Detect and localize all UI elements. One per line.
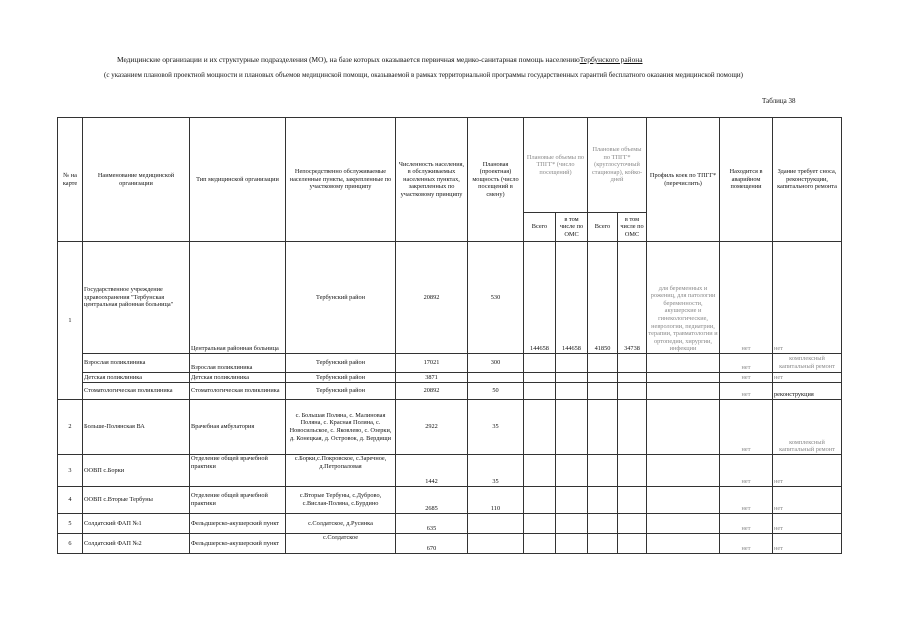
cell-amb-oms: 144658 [556, 242, 588, 354]
cell-amb-total [524, 383, 556, 400]
cell-capacity: 35 [468, 400, 524, 455]
cell-capacity: 50 [468, 383, 524, 400]
cell-amb-oms [556, 455, 588, 487]
cell-amb-total [524, 354, 556, 373]
cell-emergency: нет [720, 455, 773, 487]
cell-hosp-total [588, 514, 618, 534]
cell-num: 1 [58, 242, 83, 400]
col-header-num: № на карте [58, 118, 83, 242]
table-row [58, 242, 842, 354]
document-title [117, 55, 877, 64]
cell-hosp-total [588, 383, 618, 400]
table-row [58, 487, 842, 514]
table-row [58, 383, 842, 400]
cell-num: 5 [58, 514, 83, 534]
cell-num: 4 [58, 487, 83, 514]
cell-type: Центральная районная больница [190, 242, 286, 354]
cell-emergency: нет [720, 373, 773, 383]
cell-hosp-total [588, 455, 618, 487]
cell-amb-total: 144658 [524, 242, 556, 354]
cell-hosp-oms [618, 383, 647, 400]
cell-repair: комплексный капитальный ремонт [773, 400, 842, 455]
cell-amb-oms [556, 514, 588, 534]
cell-repair: нет [773, 455, 842, 487]
cell-population: 2685 [396, 487, 468, 514]
col-header-hosp-total: Всего [588, 213, 618, 242]
cell-emergency: нет [720, 354, 773, 373]
cell-amb-oms [556, 400, 588, 455]
cell-hosp-oms [618, 354, 647, 373]
cell-name: Солдатский ФАП №2 [83, 534, 190, 554]
cell-type: Фельдшерско-акушерский пункт [190, 534, 286, 554]
cell-name: ООВП с.Вторые Тербуны [83, 487, 190, 514]
cell-emergency: нет [720, 383, 773, 400]
cell-amb-total [524, 487, 556, 514]
cell-name: ООВП с.Борки [83, 455, 190, 487]
cell-name: Солдатский ФАП №1 [83, 514, 190, 534]
cell-num: 6 [58, 534, 83, 554]
col-header-capacity: Плановая (проектная) мощность (число посещений в смену) [468, 118, 524, 242]
cell-settlements: Тербунский район [286, 383, 396, 400]
cell-type: Отделение общей врачебной практики [190, 455, 286, 487]
cell-emergency: нет [720, 400, 773, 455]
cell-amb-total [524, 455, 556, 487]
cell-profiles [647, 534, 720, 554]
medical-organizations-table [57, 117, 842, 554]
cell-capacity [468, 514, 524, 534]
cell-num: 3 [58, 455, 83, 487]
col-header-emergency: Находится в аварийном помещении [720, 118, 773, 242]
cell-population: 635 [396, 514, 468, 534]
cell-hosp-oms [618, 487, 647, 514]
cell-amb-total [524, 400, 556, 455]
col-header-amb-oms: в том числе по ОМС [556, 213, 588, 242]
document-subtitle: (с указанием плановой проектной мощности и плановых объемов медицинской помощи, оказываемой в рамках территориальной программы государственных гарантий бесплатного оказания медицинской помощи) [104, 71, 743, 79]
table-row [58, 400, 842, 455]
cell-amb-oms [556, 487, 588, 514]
table-row [58, 534, 842, 554]
cell-amb-oms [556, 354, 588, 373]
cell-profiles [647, 400, 720, 455]
cell-amb-oms [556, 373, 588, 383]
cell-profiles [647, 514, 720, 534]
cell-name: Больше-Полянская ВА [83, 400, 190, 455]
cell-type: Отделение общей врачебной практики [190, 487, 286, 514]
cell-hosp-total [588, 400, 618, 455]
cell-hosp-total [588, 487, 618, 514]
cell-emergency: нет [720, 487, 773, 514]
cell-profiles: для беременных и рожениц, для патологии беременности, акушерские и гинекологические, неврологии, педиатрии, терапии, травматологии и ортопедии, хирургии, инфекции [647, 242, 720, 354]
cell-name: Взрослая поликлиника [83, 354, 190, 373]
col-header-volume-hosp: Плановые объемы по ТПГГ* (круглосуточный стационар), койко-дней [588, 118, 647, 213]
cell-hosp-total [588, 534, 618, 554]
cell-type: Детская поликлиника [190, 373, 286, 383]
cell-settlements: с. Большая Поляна, с. Малиновая Поляна, с. Красная Поляна, с. Новосильское, с. Яковлево, с. Озерки, д. Конецкая, д. Островок, д. Вердищи [286, 400, 396, 455]
cell-hosp-total [588, 354, 618, 373]
cell-profiles [647, 487, 720, 514]
cell-profiles [647, 455, 720, 487]
table-row [58, 455, 842, 487]
cell-settlements: с.Солдатское, д.Русинка [286, 514, 396, 534]
cell-capacity: 530 [468, 242, 524, 354]
table-row [58, 354, 842, 373]
cell-population: 670 [396, 534, 468, 554]
col-header-type: Тип медицинской организации [190, 118, 286, 242]
cell-repair: нет [773, 534, 842, 554]
col-header-population: Численность населения, в обслуживаемых населенных пунктах, закрепленных по участковому принципу [396, 118, 468, 242]
col-header-hosp-oms: в том числе по ОМС [618, 213, 647, 242]
cell-capacity: 35 [468, 455, 524, 487]
cell-settlements: Тербунский район [286, 354, 396, 373]
col-header-volume-amb: Плановые объемы по ТПГГ* (число посещений) [524, 118, 588, 213]
cell-population: 20892 [396, 242, 468, 354]
cell-name: Детская поликлиника [83, 373, 190, 383]
col-header-name: Наименование медицинской организации [83, 118, 190, 242]
cell-hosp-oms: 34738 [618, 242, 647, 354]
cell-settlements: Тербунский район [286, 373, 396, 383]
cell-settlements: с.Борки,с.Покровское, с.Заречное, д.Петропаловая [286, 455, 396, 487]
cell-capacity: 110 [468, 487, 524, 514]
cell-type: Фельдшерско-акушерский пункт [190, 514, 286, 534]
cell-hosp-oms [618, 534, 647, 554]
cell-population: 3871 [396, 373, 468, 383]
table-row [58, 514, 842, 534]
cell-type: Врачебная амбулатория [190, 400, 286, 455]
cell-amb-total [524, 534, 556, 554]
cell-emergency: нет [720, 534, 773, 554]
cell-emergency: нет [720, 242, 773, 354]
cell-hosp-oms [618, 455, 647, 487]
cell-hosp-total [588, 373, 618, 383]
cell-amb-total [524, 514, 556, 534]
col-header-profiles: Профиль коек по ТПГГ* (перечислить) [647, 118, 720, 242]
cell-capacity: 300 [468, 354, 524, 373]
cell-emergency: нет [720, 514, 773, 534]
table-row [58, 373, 842, 383]
cell-hosp-oms [618, 400, 647, 455]
cell-amb-oms [556, 534, 588, 554]
col-header-amb-total: Всего [524, 213, 556, 242]
cell-settlements: с.Вторые Тербуны, с.Дуброво, с.Вислая-Полянa, с.Бурдино [286, 487, 396, 514]
cell-profiles [647, 383, 720, 400]
cell-repair: реконструкция [773, 383, 842, 400]
cell-hosp-total: 41850 [588, 242, 618, 354]
cell-population: 20892 [396, 383, 468, 400]
cell-type: Стоматологическая поликлиника [190, 383, 286, 400]
cell-capacity [468, 373, 524, 383]
cell-type: Взрослая поликлиника [190, 354, 286, 373]
table-number: Таблица 38 [762, 97, 796, 105]
cell-settlements: Тербунский район [286, 242, 396, 354]
cell-name: Стоматологическая поликлиника [83, 383, 190, 400]
cell-repair: комплексный капитальный ремонт [773, 354, 842, 373]
cell-repair: нет [773, 487, 842, 514]
title-district: Тербунского района [579, 55, 643, 64]
cell-population: 1442 [396, 455, 468, 487]
cell-population: 17021 [396, 354, 468, 373]
col-header-settlements: Непосредственно обслуживаемые населенные пункты, закрепленные по участковому принципу [286, 118, 396, 242]
cell-population: 2922 [396, 400, 468, 455]
cell-hosp-oms [618, 514, 647, 534]
cell-amb-total [524, 373, 556, 383]
cell-repair: нет [773, 373, 842, 383]
cell-settlements: с.Солдатское [286, 534, 396, 554]
cell-repair: нет [773, 242, 842, 354]
cell-profiles [647, 373, 720, 383]
col-header-repair: Здание требует сноса, реконструкции, капитального ремонта [773, 118, 842, 242]
cell-amb-oms [556, 383, 588, 400]
cell-hosp-oms [618, 373, 647, 383]
cell-num: 2 [58, 400, 83, 455]
cell-name: Государственное учреждение здравоохранения "Тербунская центральная районная больница" [83, 242, 190, 354]
cell-capacity [468, 534, 524, 554]
title-main: Медицинские организации и их структурные подразделения (МО), на базе которых оказывается первичная медико-санитарная помощь населению [117, 55, 580, 64]
cell-profiles [647, 354, 720, 373]
cell-repair: нет [773, 514, 842, 534]
